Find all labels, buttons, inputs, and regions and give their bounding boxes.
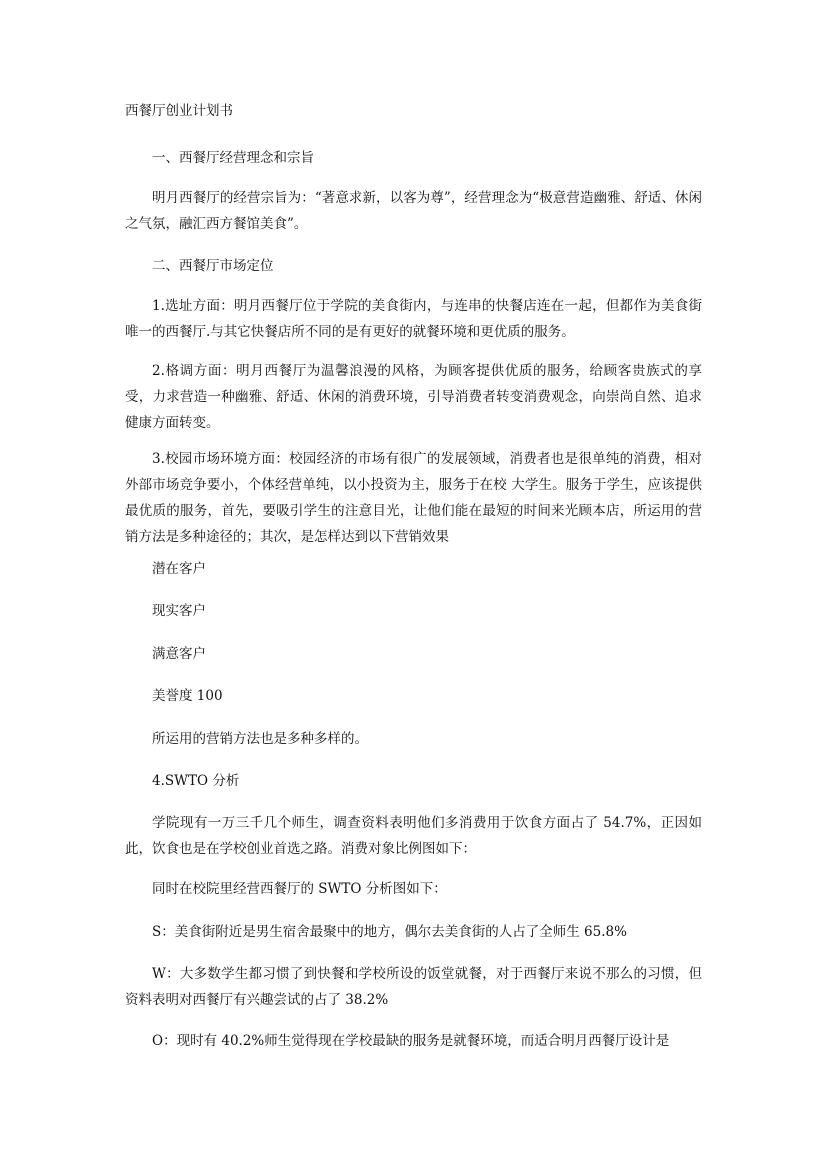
section-heading-positioning: 二、西餐厅市场定位 xyxy=(152,258,274,274)
list-item-actual-customer: 现实客户 xyxy=(152,603,206,619)
paragraph-style: 2.格调方面：明月西餐厅为温馨浪漫的风格，为顾客提供优质的服务，给顾客贵族式的享受，力求营造一种幽雅、舒适、休闲的消费环境，引导消费者转变消费观念，向崇尚自然、追求健康方面转变。 xyxy=(125,363,702,431)
document-title: 西餐厅创业计划书 xyxy=(125,103,233,119)
list-item-satisfied-customer: 满意客户 xyxy=(152,646,206,662)
list-item-reputation: 美誉度 100 xyxy=(152,688,223,704)
paragraph-location: 1.选址方面：明月西餐厅位于学院的美食街内，与连串的快餐店连在一起，但都作为美食街唯一的西餐厅.与其它快餐店所不同的是有更好的就餐环境和更优质的服务。 xyxy=(125,298,702,340)
paragraph-swto-weakness: W：大多数学生都习惯了到快餐和学校所设的饭堂就餐，对于西餐厅来说不那么的习惯，但资料表明对西餐厅有兴趣尝试的占了 38.2% xyxy=(125,966,702,1008)
paragraph-student-spending: 学院现有一万三千几个师生，调查资料表明他们多消费用于饮食方面占了 54.7%，正因如此，饮食也是在学校创业首选之路。消费对象比例图如下： xyxy=(125,815,702,857)
paragraph-campus-market: 3.校园市场环境方面：校园经济的市场有很广的发展领域，消费者也是很单纯的消费，相对外部市场竞争要小，个体经营单纯，以小投资为主，服务于在校 大学生。服务于学生，应该提供最优质的服务，首先，要吸引学生的注意目光，让他们能在最短的时间来光顾本店，所运用的营销方法是多种途径的；其次，是怎样达到以下营销效果 xyxy=(125,451,702,545)
paragraph-marketing-methods: 所运用的营销方法也是多种多样的。 xyxy=(152,731,368,747)
section-heading-philosophy: 一、西餐厅经营理念和宗旨 xyxy=(152,150,314,166)
paragraph-swto-intro: 同时在校院里经营西餐厅的 SWTO 分析图如下： xyxy=(152,881,447,897)
paragraph-swto-opportunity: O：现时有 40.2%师生觉得现在学校最缺的服务是就餐环境，而适合明月西餐厅设计是 xyxy=(152,1033,670,1049)
section-heading-swto: 4.SWTO 分析 xyxy=(152,773,240,789)
paragraph-swto-strength: S：美食街附近是男生宿舍最聚中的地方，偶尔去美食街的人占了全师生 65.8% xyxy=(152,924,627,940)
list-item-potential-customer: 潜在客户 xyxy=(152,561,206,577)
paragraph-philosophy: 明月西餐厅的经营宗旨为：“著意求新，以客为尊”，经营理念为“极意营造幽雅、舒适、休闲之气氛，融汇西方餐馆美食”。 xyxy=(125,190,702,232)
